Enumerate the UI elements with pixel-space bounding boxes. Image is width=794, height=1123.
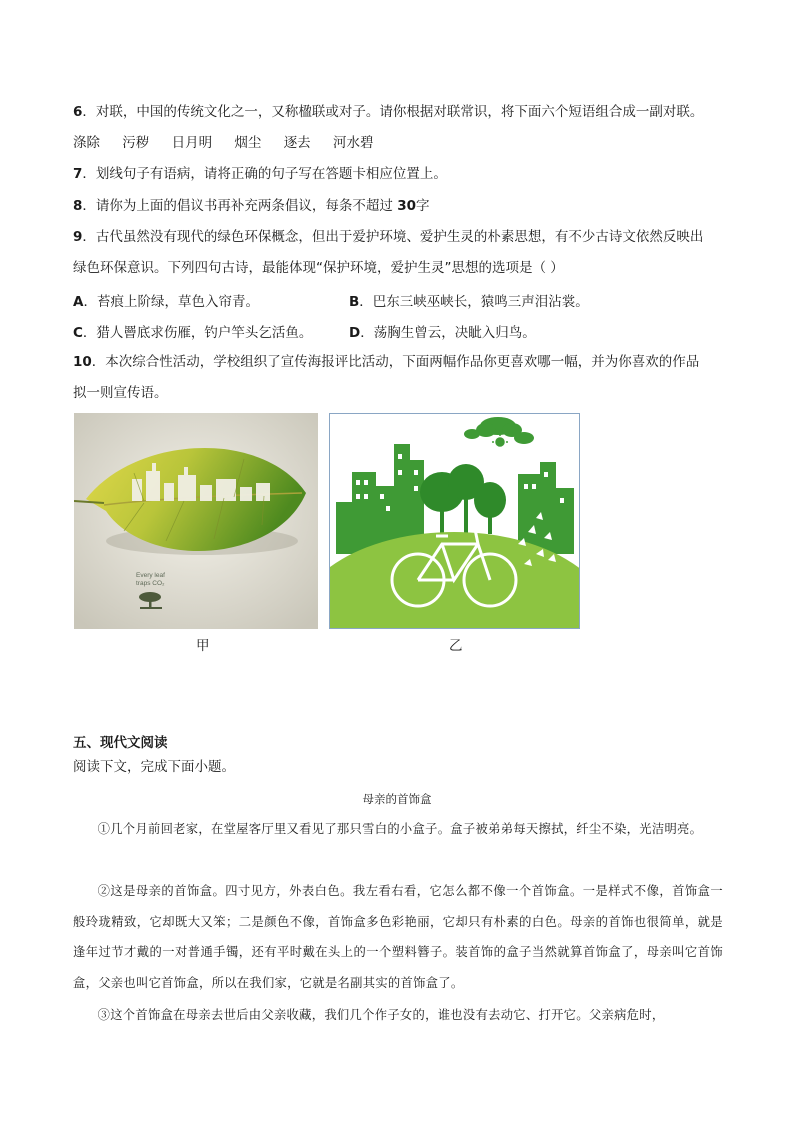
option-b: B．巴东三峡巫峡长，猿鸣三声泪沾裳。 [349, 294, 589, 310]
question-9 [73, 228, 703, 246]
question-text: ．划线句子有语病，请将正确的句子写在答题卡相应位置上。 [82, 166, 447, 182]
question-10 [73, 353, 699, 371]
article-paragraph-3: ③这个首饰盒在母亲去世后由父亲收藏，我们几个作子女的，谁也没有去动它、打开它。父亲病危时， [97, 1008, 665, 1022]
poster-leaf-image [74, 413, 318, 629]
phrase: 污秽 [122, 135, 150, 151]
question-number: 10 [73, 354, 92, 370]
question-text: ．本次综合性活动，学校组织了宣传海报评比活动，下面两幅作品你更喜欢哪一幅，并为你喜欢的作品 [91, 354, 700, 370]
phrase: 日月明 [171, 135, 213, 151]
poster-slogan-line1: Every leaf [136, 572, 165, 579]
question-8 [73, 197, 430, 215]
question-6 [73, 103, 703, 121]
question-text-tail: 字 [416, 198, 430, 214]
article-title: 母亲的首饰盒 [362, 792, 432, 806]
phrase: 逐去 [283, 135, 311, 151]
poster-slogan-line2: traps CO₂ [136, 580, 165, 587]
caption-yi: 乙 [449, 638, 463, 654]
question-number: 7 [73, 166, 83, 182]
option-a: A．苔痕上阶绿，草色入帘青。 [73, 294, 259, 310]
question-number: 8 [73, 198, 83, 214]
phrase: 烟尘 [234, 135, 262, 151]
question-text: ．对联，中国的传统文化之一，又称楹联或对子。请你根据对联常识，将下面六个短语组合成一副对联。 [82, 104, 704, 120]
section-heading: 五、现代文阅读 [73, 735, 168, 751]
bicycle-poster-graphic [330, 414, 579, 628]
question-text: ．古代虽然没有现代的绿色环保概念，但出于爱护环境、爱护生灵的朴素思想，有不少古诗文依然反映出 [82, 229, 704, 245]
question-9-line-2: 绿色环保意识。下列四句古诗，最能体现“保护环境，爱护生灵”思想的选项是（ ） [73, 260, 564, 276]
poster-bicycle-image [329, 413, 580, 629]
phrase-list [73, 134, 391, 152]
question-number: 9 [73, 229, 83, 245]
phrase: 河水碧 [332, 135, 374, 151]
option-c: C．猎人罾底求伤雁，钓户竿头乞活鱼。 [73, 325, 313, 341]
word-limit: 30 [397, 198, 416, 214]
option-d: D．荡胸生曾云，决眦入归鸟。 [349, 325, 536, 341]
article-paragraph-1: ①几个月前回老家，在堂屋客厅里又看见了那只雪白的小盒子。盒子被弟弟每天擦拭，纤尘不染，光洁明亮。 [97, 822, 703, 836]
article-paragraph-2: ②这是母亲的首饰盒。四寸见方，外表白色。我左看右看，它怎么都不像一个首饰盒。一是样式不像，首饰盒一般玲珑精致，它却既大又笨；二是颜色不像，首饰盒多色彩艳丽，它却只有朴素的白色。母亲的首饰也很简单，就是逢年过节才戴的一对普通手镯，还有平时戴在头上的一个塑料簪子。装首饰的盒子当然就算首饰盒了，母亲叫它首饰盒，父亲也叫它首饰盒，所以在我们家，它就是名副其实的首饰盒了。 [73, 884, 723, 990]
phrase: 涤除 [73, 135, 100, 151]
caption-jia: 甲 [196, 638, 210, 654]
question-text: ．请你为上面的倡议书再补充两条倡议，每条不超过 [82, 198, 398, 214]
question-7 [73, 165, 447, 183]
leaf-poster-graphic [74, 413, 318, 629]
reading-instruction: 阅读下文，完成下面小题。 [73, 759, 235, 775]
question-number: 6 [73, 104, 83, 120]
question-10-line-2: 拟一则宣传语。 [73, 385, 168, 401]
